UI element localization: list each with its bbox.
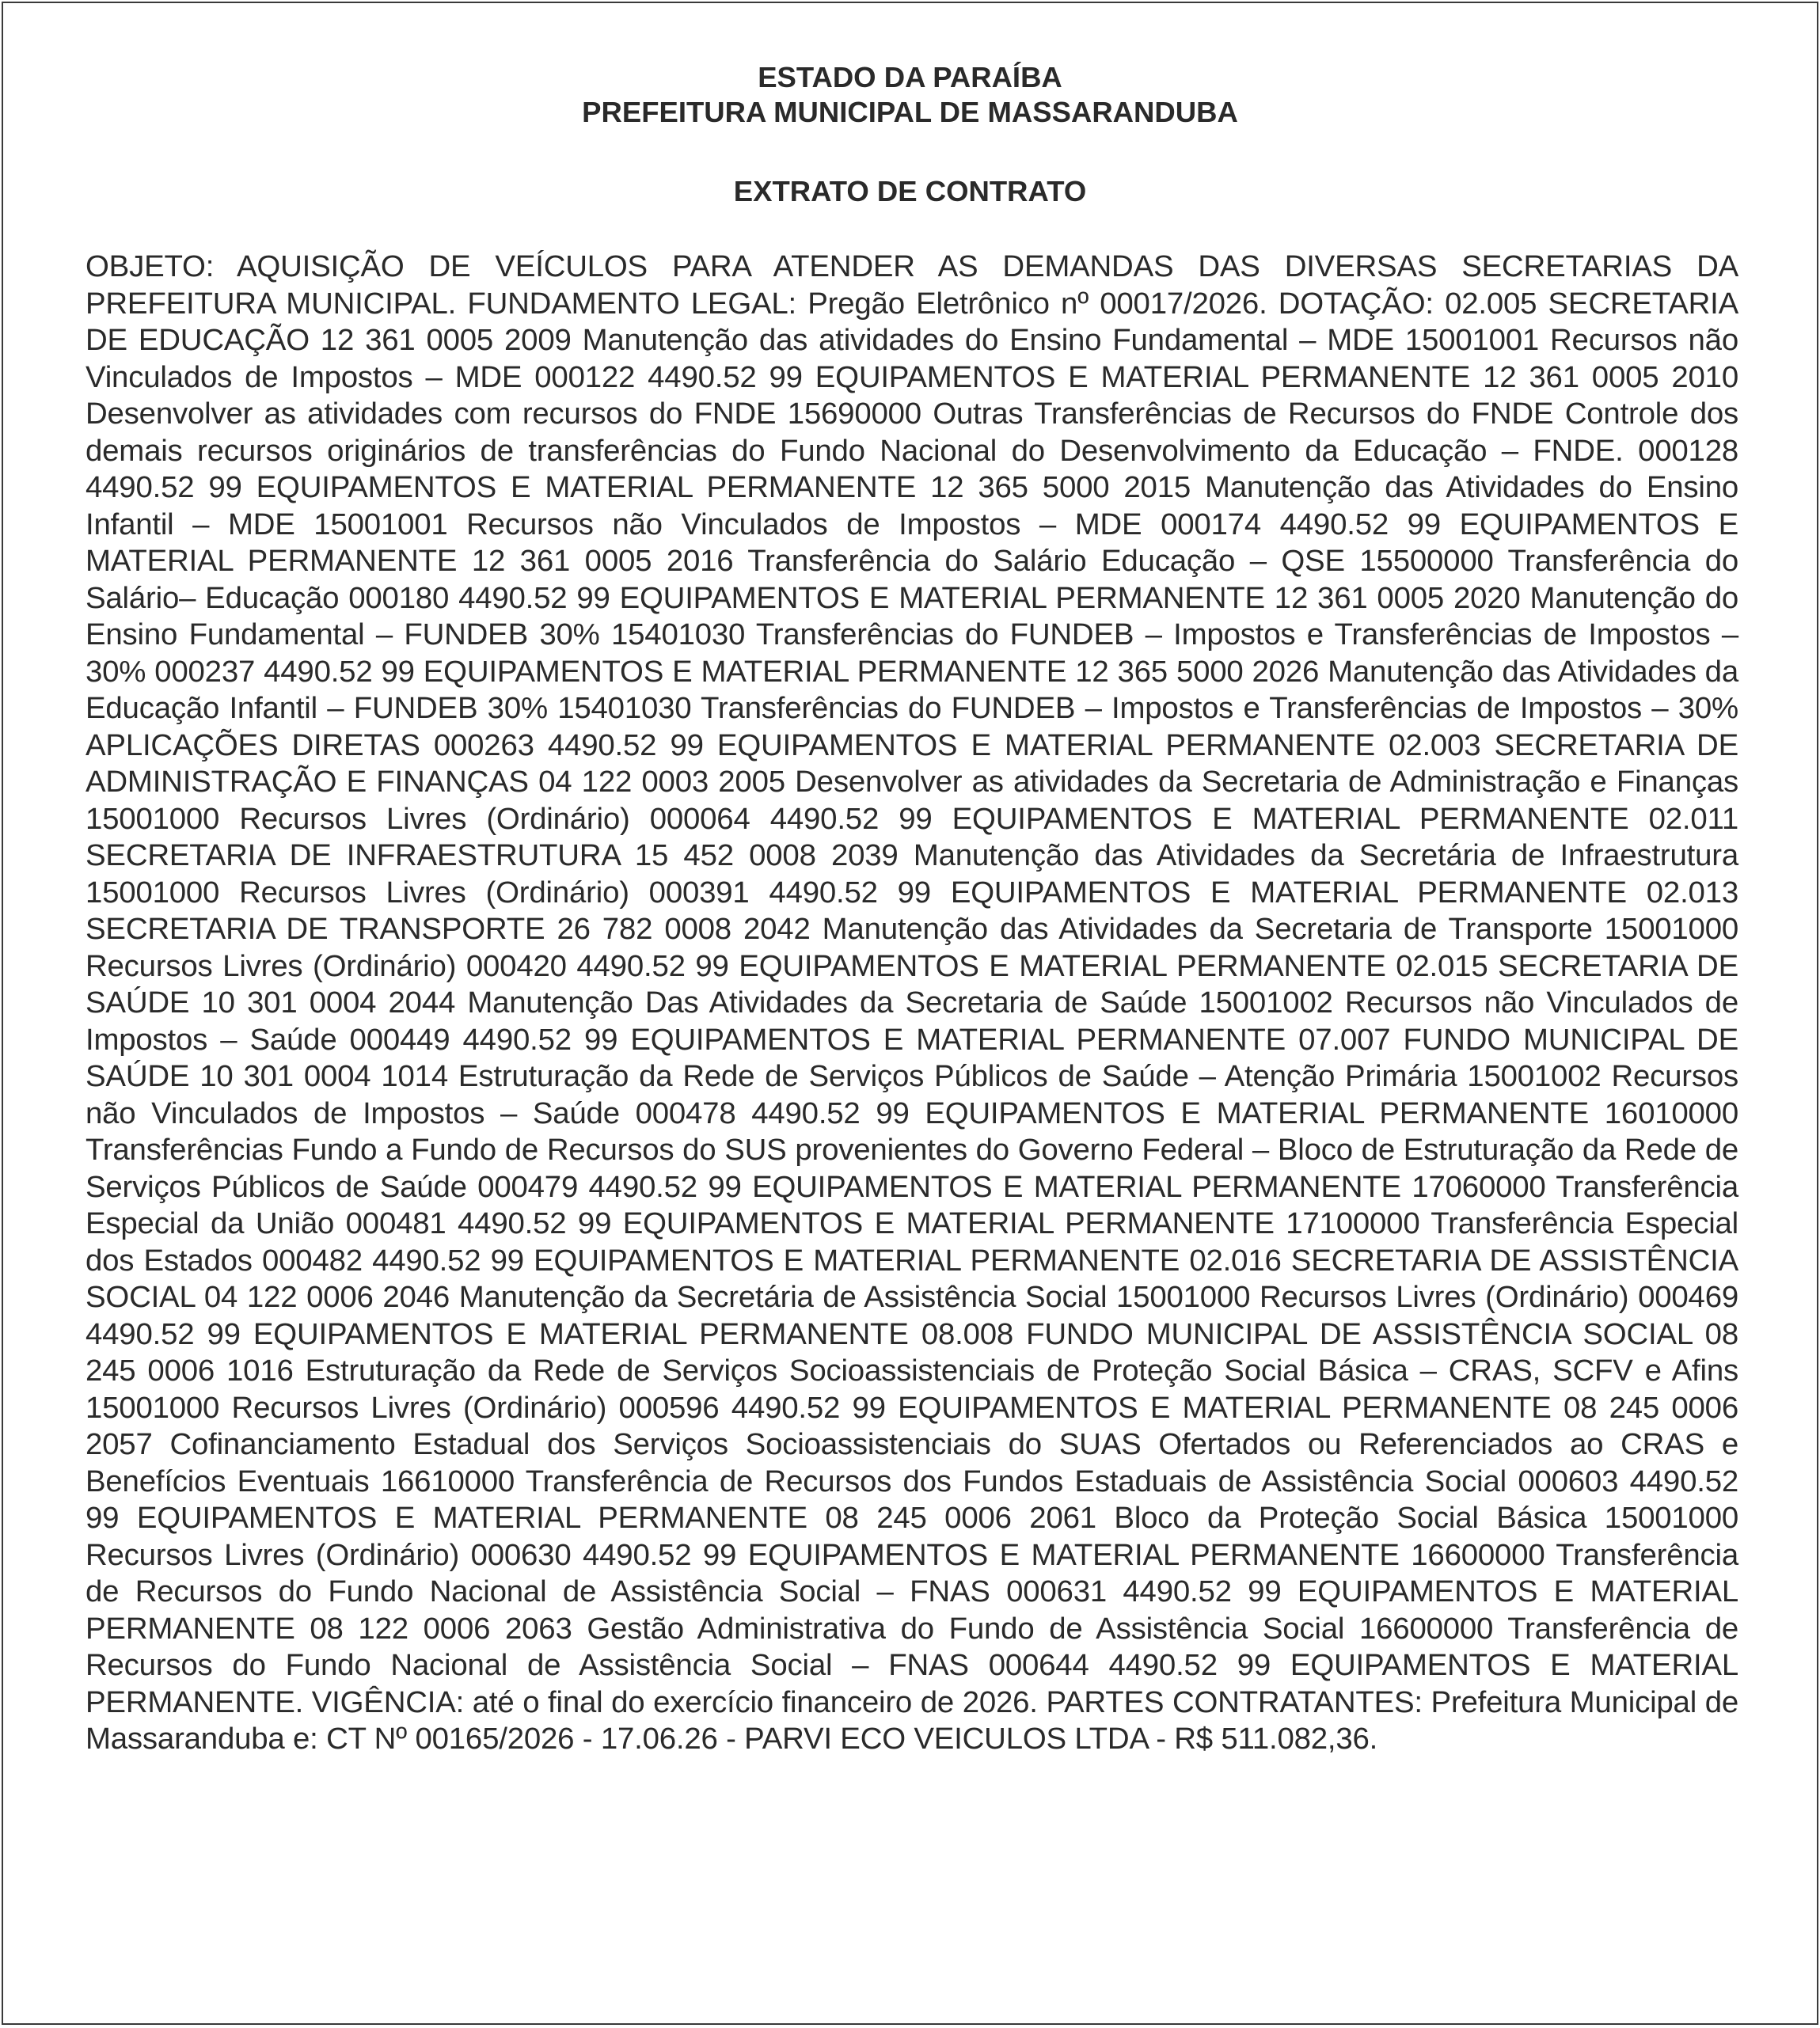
state-name: ESTADO DA PARAÍBA (758, 61, 1062, 93)
document-title: EXTRATO DE CONTRATO (733, 175, 1087, 207)
municipality-name: PREFEITURA MUNICIPAL DE MASSARANDUBA (582, 96, 1238, 128)
contract-extract-page (2, 2, 1818, 2025)
contract-body-paragraph: OBJETO: AQUISIÇÃO DE VEÍCULOS PARA ATENDER AS DEMANDAS DAS DIVERSAS SECRETARIAS DA PREFEITURA MUNICIPAL. FUNDAMENTO LEGAL: Pregão Eletrônico nº 00017/2026. DOTAÇÃO: 02.005 SECRETARIA DE EDUCAÇÃO 12 361 0005 2009 Manutenção das atividades do Ensino Fundamental – MDE 15001001 Recursos não Vinculados de Impostos – MDE 000122 4490.52 99 EQUIPAMENTOS E MATERIAL PERMANENTE 12 361 0005 2010 Desenvolver as atividades com recursos do FNDE 15690000 Outras Transferências de Recursos do FNDE Controle dos demais recursos originários de transferências do Fundo Nacional do Desenvolvimento da Educação – FNDE. 000128 4490.52 99 EQUIPAMENTOS E MATERIAL PERMANENTE 12 365 5000 2015 Manutenção das Atividades do Ensino Infantil – MDE 15001001 Recursos não Vinculados de Impostos – MDE 000174 4490.52 99 EQUIPAMENTOS E MATERIAL PERMANENTE 12 361 0005 2016 Transferência do Salário Educação – QSE 15500000 Transferência do Salário– Educação 000180 4490.52 99 EQUIPAMENTOS E MATERIAL PERMANENTE 12 361 0005 2020 Manutenção do Ensino Fundamental – FUNDEB 30% 15401030 Transferências do FUNDEB – Impostos e Transferências de Impostos – 30% 000237 4490.52 99 EQUIPAMENTOS E MATERIAL PERMANENTE 12 365 5000 2026 Manutenção das Atividades da Educação Infantil – FUNDEB 30% 15401030 Transferências do FUNDEB – Impostos e Transferências de Impostos – 30% APLICAÇÕES DIRETAS 000263 4490.52 99 EQUIPAMENTOS E MATERIAL PERMANENTE 02.003 SECRETARIA DE ADMINISTRAÇÃO E FINANÇAS 04 122 0003 2005 Desenvolver as atividades da Secretaria de Administração e Finanças 15001000 Recursos Livres (Ordinário) 000064 4490.52 99 EQUIPAMENTOS E MATERIAL PERMANENTE 02.011 SECRETARIA DE INFRAESTRUTURA 15 452 0008 2039 Manutenção das Atividades da Secretária de Infraestrutura 15001000 Recursos Livres (Ordinário) 000391 4490.52 99 EQUIPAMENTOS E MATERIAL PERMANENTE 02.013 SECRETARIA DE TRANSPORTE 26 782 0008 2042 Manutenção das Atividades da Secretaria de Transporte 15001000 Recursos Livres (Ordinário) 000420 4490.52 99 EQUIPAMENTOS E MATERIAL PERMANENTE 02.015 SECRETARIA DE SAÚDE 10 301 0004 2044 Manutenção Das Atividades da Secretaria de Saúde 15001002 Recursos não Vinculados de Impostos – Saúde 000449 4490.52 99 EQUIPAMENTOS E MATERIAL PERMANENTE 07.007 FUNDO MUNICIPAL DE SAÚDE 10 301 0004 1014 Estruturação da Rede de Serviços Públicos de Saúde – Atenção Primária 15001002 Recursos não Vinculados de Impostos – Saúde 000478 4490.52 99 EQUIPAMENTOS E MATERIAL PERMANENTE 16010000 Transferências Fundo a Fundo de Recursos do SUS provenientes do Governo Federal – Bloco de Estruturação da Rede de Serviços Públicos de Saúde 000479 4490.52 99 EQUIPAMENTOS E MATERIAL PERMANENTE 17060000 Transferência Especial da União 000481 4490.52 99 EQUIPAMENTOS E MATERIAL PERMANENTE 17100000 Transferência Especial dos Estados 000482 4490.52 99 EQUIPAMENTOS E MATERIAL PERMANENTE 02.016 SECRETARIA DE ASSISTÊNCIA SOCIAL 04 122 0006 2046 Manutenção da Secretária de Assistência Social 15001000 Recursos Livres (Ordinário) 000469 4490.52 99 EQUIPAMENTOS E MATERIAL PERMANENTE 08.008 FUNDO MUNICIPAL DE ASSISTÊNCIA SOCIAL 08 245 0006 1016 Estruturação da Rede de Serviços Socioassistenciais de Proteção Social Básica – CRAS, SCFV e Afins 15001000 Recursos Livres (Ordinário) 000596 4490.52 99 EQUIPAMENTOS E MATERIAL PERMANENTE 08 245 0006 2057 Cofinanciamento Estadual dos Serviços Socioassistenciais do SUAS Ofertados ou Referenciados ao CRAS e Benefícios Eventuais 16610000 Transferência de Recursos dos Fundos Estaduais de Assistência Social 000603 4490.52 99 EQUIPAMENTOS E MATERIAL PERMANENTE 08 245 0006 2061 Bloco da Proteção Social Básica 15001000 Recursos Livres (Ordinário) 000630 4490.52 99 EQUIPAMENTOS E MATERIAL PERMANENTE 16600000 Transferência de Recursos do Fundo Nacional de Assistência Social – FNAS 000631 4490.52 99 EQUIPAMENTOS E MATERIAL PERMANENTE 08 122 0006 2063 Gestão Administrativa do Fundo de Assistência Social 16600000 Transferência de Recursos do Fundo Nacional de Assistência Social – FNAS 000644 4490.52 99 EQUIPAMENTOS E MATERIAL PERMANENTE. VIGÊNCIA: até o final do exercício financeiro de 2026. PARTES CONTRATANTES: Prefeitura Municipal de Massaranduba e: CT Nº 00165/2026 - 17.06.26 - PARVI ECO VEICULOS LTDA - R$ 511.082,36. (85, 249, 1738, 1756)
contract-body (85, 249, 1738, 1758)
document-header (3, 60, 1817, 130)
